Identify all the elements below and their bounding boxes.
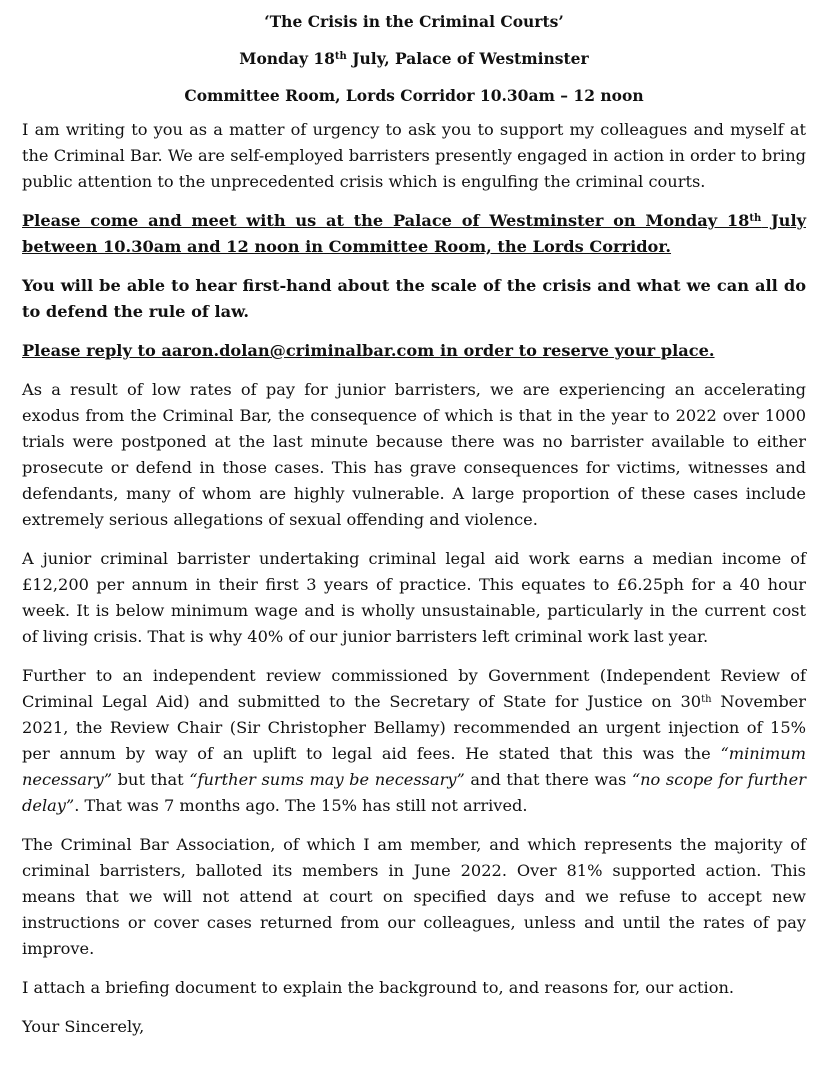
attach-paragraph: I attach a briefing document to explain the background to, and reasons for, our action. bbox=[22, 978, 735, 997]
review-paragraph bbox=[22, 663, 806, 819]
review-sup: th bbox=[701, 694, 712, 705]
review-part4: and that there was bbox=[464, 770, 632, 789]
review-quote2: “further sums may be necessary” bbox=[189, 770, 465, 789]
event-date-pre: Monday 18 bbox=[239, 49, 335, 68]
invite-post: July between 10.30am and 12 noon in Committee Room, the Lords Corridor. bbox=[22, 211, 806, 256]
review-part1: Further to an independent review commissioned by Government (Independent Review of Criminal Legal Aid) and submitted to the Secretary of State for Justice on 30 bbox=[22, 666, 806, 711]
event-date-sup: th bbox=[334, 51, 347, 62]
hear-paragraph: You will be able to hear first-hand about the scale of the crisis and what we can all do to defend the rule of law. bbox=[22, 276, 806, 321]
ballot-paragraph: The Criminal Bar Association, of which I am member, and which represents the majority of criminal barristers, balloted its members in June 2022. Over 81% supported action. This means that we will not attend at court on specified days and we refuse to accept new instructions or cover cases returned from our colleagues, unless and until the rates of pay improve. bbox=[22, 835, 806, 958]
invite-sup: th bbox=[749, 213, 762, 224]
exodus-paragraph: As a result of low rates of pay for junior barristers, we are experiencing an accelerating exodus from the Criminal Bar, the consequence of which is that in the year to 2022 over 1000 trials were postponed at the last minute because there was no barrister available to either prosecute or defend in those cases. This has grave consequences for victims, witnesses and defendants, many of whom are highly vulnerable. A large proportion of these cases include extremely serious allegations of sexual offending and violence. bbox=[22, 380, 806, 529]
signoff: Your Sincerely, bbox=[22, 1017, 145, 1036]
invite-paragraph bbox=[22, 208, 806, 260]
letter-title: ‘The Crisis in the Criminal Courts’ bbox=[264, 12, 564, 31]
review-quote3: “no scope for further delay” bbox=[22, 770, 806, 815]
intro-paragraph: I am writing to you as a matter of urgency to ask you to support my colleagues and myself at the Criminal Bar. We are self-employed barristers presently engaged in action in order to bring public attention to the unprecedented crisis which is engulfing the criminal courts. bbox=[22, 120, 806, 191]
income-paragraph: A junior criminal barrister undertaking criminal legal aid work earns a median income of £12,200 per annum in their first 3 years of practice. This equates to £6.25ph for a 40 hour week. It is below minimum wage and is wholly unsustainable, particularly in the current cost of living crisis. That is why 40% of our junior barristers left criminal work last year. bbox=[22, 549, 806, 646]
review-quote1: “minimum necessary” bbox=[22, 744, 806, 789]
invite-pre: Please come and meet with us at the Palace of Westminster on Monday 18 bbox=[22, 211, 750, 230]
review-part5: . That was 7 months ago. The 15% has still not arrived. bbox=[74, 796, 528, 815]
event-date-line bbox=[22, 49, 806, 69]
reply-paragraph: Please reply to aaron.dolan@criminalbar.com in order to reserve your place. bbox=[22, 341, 715, 360]
event-location-line: Committee Room, Lords Corridor 10.30am – 12 noon bbox=[184, 86, 644, 105]
review-part2: November 2021, the Review Chair (Sir Christopher Bellamy) recommended an urgent injection of 15% per annum by way of an uplift to legal aid fees. He stated that this was the bbox=[22, 692, 806, 763]
event-date-post: July, Palace of Westminster bbox=[346, 49, 589, 68]
review-part3: but that bbox=[112, 770, 190, 789]
